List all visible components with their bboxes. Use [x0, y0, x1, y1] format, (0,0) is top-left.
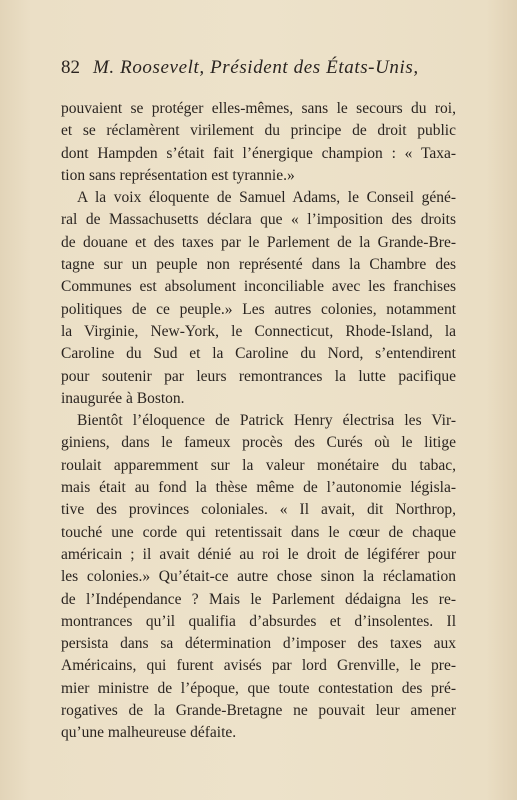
- text-line: la Virginie, New-York, le Connecticut, Rhode-Island, la: [61, 322, 456, 340]
- text-line: mier ministre de l’époque, que toute contestation des pré-: [61, 679, 456, 697]
- text-line: persista dans sa détermination d’imposer des taxes aux: [61, 635, 456, 653]
- text-line: dont Hampden s’était fait l’énergique champion : « Taxa-: [61, 144, 456, 162]
- page-number: 82: [61, 57, 80, 78]
- text-line: tion sans représentation est tyrannie.»: [61, 166, 295, 184]
- text-line: de l’Indépendance ? Mais le Parlement dédaigna les re-: [61, 590, 456, 608]
- text-line: tagne sur un peuple non représenté dans la Chambre des: [61, 256, 456, 274]
- text-line: américain ; il avait dénié au roi le droit de légiférer pour: [61, 545, 456, 563]
- text-line: roulait apparemment sur la valeur monétaire du tabac,: [61, 456, 456, 474]
- text-line: de douane et des taxes par le Parlement de la Grande-Bre-: [61, 233, 456, 251]
- text-line: mais était au fond la thèse même de l’autonomie législa-: [61, 479, 456, 497]
- text-line: Communes est absolument inconciliable avec les franchises: [61, 278, 456, 296]
- text-line: A la voix éloquente de Samuel Adams, le Conseil géné-: [77, 189, 456, 207]
- text-line: pouvaient se protéger elles-mêmes, sans le secours du roi,: [61, 100, 456, 117]
- text-line: giniens, dans le fameux procès des Curés où le litige: [61, 434, 456, 452]
- text-line: ral de Massachusetts déclara que « l’imposition des droits: [61, 211, 456, 229]
- text-line: qu’une malheureuse défaite.: [61, 724, 237, 742]
- text-line: inaugurée à Boston.: [61, 389, 185, 407]
- text-line: Caroline du Sud et la Caroline du Nord, s’entendirent: [61, 345, 456, 363]
- text-line: politiques de ce peuple.» Les autres colonies, notamment: [61, 300, 456, 318]
- text-line: Américains, qui furent avisés par lord Grenville, le pre-: [61, 657, 456, 675]
- page-header: [61, 57, 461, 87]
- text-line: et se réclamèrent virilement du principe de droit public: [61, 122, 456, 140]
- text-line: les colonies.» Qu’était-ce autre chose sinon la réclamation: [61, 568, 456, 586]
- text-line: tive des provinces coloniales. « Il avait, dit Northrop,: [61, 501, 456, 519]
- text-line: rogatives de la Grande-Bretagne ne pouvait leur amener: [61, 702, 456, 720]
- body-text: [61, 98, 456, 745]
- running-title: M. Roosevelt, Président des États-Unis,: [93, 57, 419, 78]
- text-line: pour soutenir par leurs remontrances la lutte pacifique: [61, 367, 456, 385]
- text-line: montrances qu’il qualifia d’absurdes et d’insolentes. Il: [61, 612, 456, 630]
- text-line: touché une corde qui retentissait dans le cœur de chaque: [61, 523, 456, 541]
- text-line: Bientôt l’éloquence de Patrick Henry électrisa les Vir-: [77, 412, 456, 430]
